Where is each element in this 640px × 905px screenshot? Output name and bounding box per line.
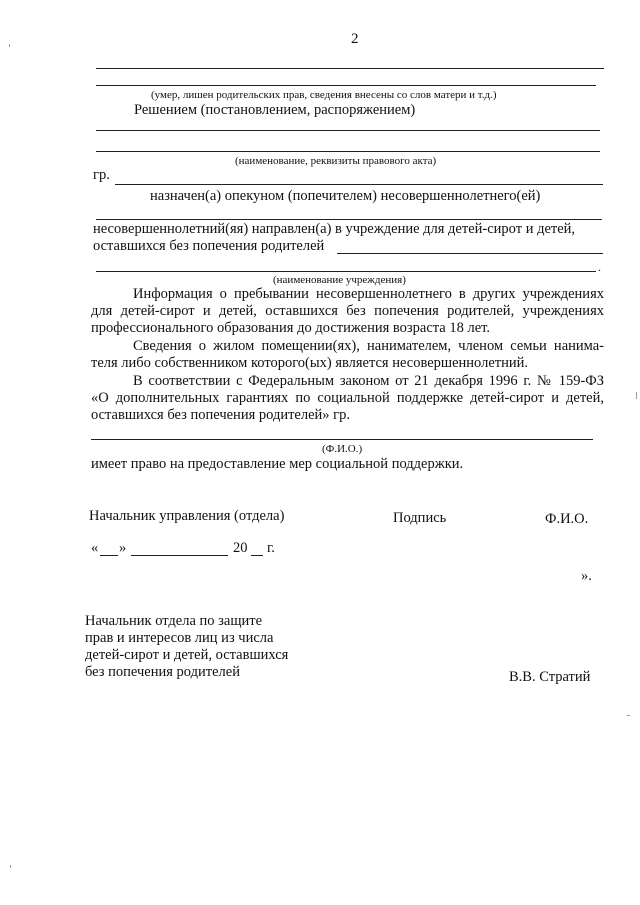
blank-line-1	[96, 68, 604, 69]
scan-speck-2	[636, 392, 637, 399]
head-title: Начальник управления (отдела)	[89, 508, 285, 524]
page-number: 2	[351, 31, 359, 47]
date-close-quote: »	[119, 540, 127, 556]
date-year-prefix: 20	[233, 540, 248, 556]
institution-line-2	[96, 271, 596, 272]
institution-note: (наименование учреждения)	[273, 274, 406, 286]
act-note: (наименование, реквизиты правового акта)	[235, 155, 437, 167]
closing-quote: ».	[581, 568, 592, 584]
rights-line: имеет право на предоставление мер социальной поддержки.	[91, 456, 464, 472]
signature-label: Подпись	[393, 510, 447, 526]
date-year-line	[251, 555, 263, 556]
housing-paragraph-line-2: теля либо собственником которого(ых) является несовершеннолетний.	[91, 355, 529, 371]
guardian-line: назначен(а) опекуном (попечителем) несовершеннолетнего(ей)	[150, 188, 541, 204]
fio-label: Ф.И.О.	[545, 511, 589, 527]
info-paragraph-line-3: профессионального образования до достижения возраста 18 лет.	[91, 320, 491, 336]
law-paragraph-line-1: В соответствии с Федеральным законом от 21 декабря 1996 г. № 159-ФЗ	[133, 373, 604, 389]
death-note: (умер, лишен родительских прав, сведения внесены со слов матери и т.д.)	[151, 89, 497, 101]
minor-sent-line: несовершеннолетний(яя) направлен(а) в учреждение для детей-сирот и детей,	[93, 221, 576, 237]
institution-line-1	[337, 253, 603, 254]
footer-title-line-2: прав и интересов лиц из числа	[85, 630, 274, 646]
date-month-line	[131, 555, 228, 556]
decision-label: Решением (постановлением, распоряжением)	[134, 102, 416, 118]
date-day-line	[100, 555, 118, 556]
blank-line-3	[96, 130, 600, 131]
footer-title-line-3: детей-сирот и детей, оставшихся	[85, 647, 289, 663]
citizen-line	[115, 184, 603, 185]
institution-dot: .	[598, 260, 601, 274]
scan-speck-4	[10, 865, 11, 868]
citizen-prefix: гр.	[93, 167, 110, 183]
blank-line-5	[96, 219, 602, 220]
law-paragraph-line-3: оставшихся без попечения родителей» гр.	[91, 407, 350, 423]
housing-paragraph-line-1: Сведения о жилом помещении(ях), нанимателем, членом семьи нанима-	[133, 338, 604, 354]
info-paragraph-line-1: Информация о пребывании несовершеннолетнего в других учреждениях	[133, 286, 604, 302]
scan-speck-3	[627, 715, 630, 716]
date-open-quote: «	[91, 540, 99, 556]
footer-signer-name: В.В. Стратий	[509, 669, 591, 685]
footer-title-line-4: без попечения родителей	[85, 664, 240, 680]
fio-line	[91, 439, 593, 440]
law-paragraph-line-2: «О дополнительных гарантиях по социальной поддержке детей-сирот и детей,	[91, 390, 604, 406]
orphans-left-line: оставшихся без попечения родителей	[93, 238, 325, 254]
info-paragraph-line-2: для детей-сирот и детей, оставшихся без попечения родителей, учреждениях	[91, 303, 604, 319]
date-year-suffix: г.	[267, 540, 275, 556]
scan-speck-1	[9, 44, 10, 47]
blank-line-4	[96, 151, 600, 152]
fio-note: (Ф.И.О.)	[322, 443, 363, 455]
footer-title-line-1: Начальник отдела по защите	[85, 613, 263, 629]
blank-line-2	[96, 85, 596, 86]
